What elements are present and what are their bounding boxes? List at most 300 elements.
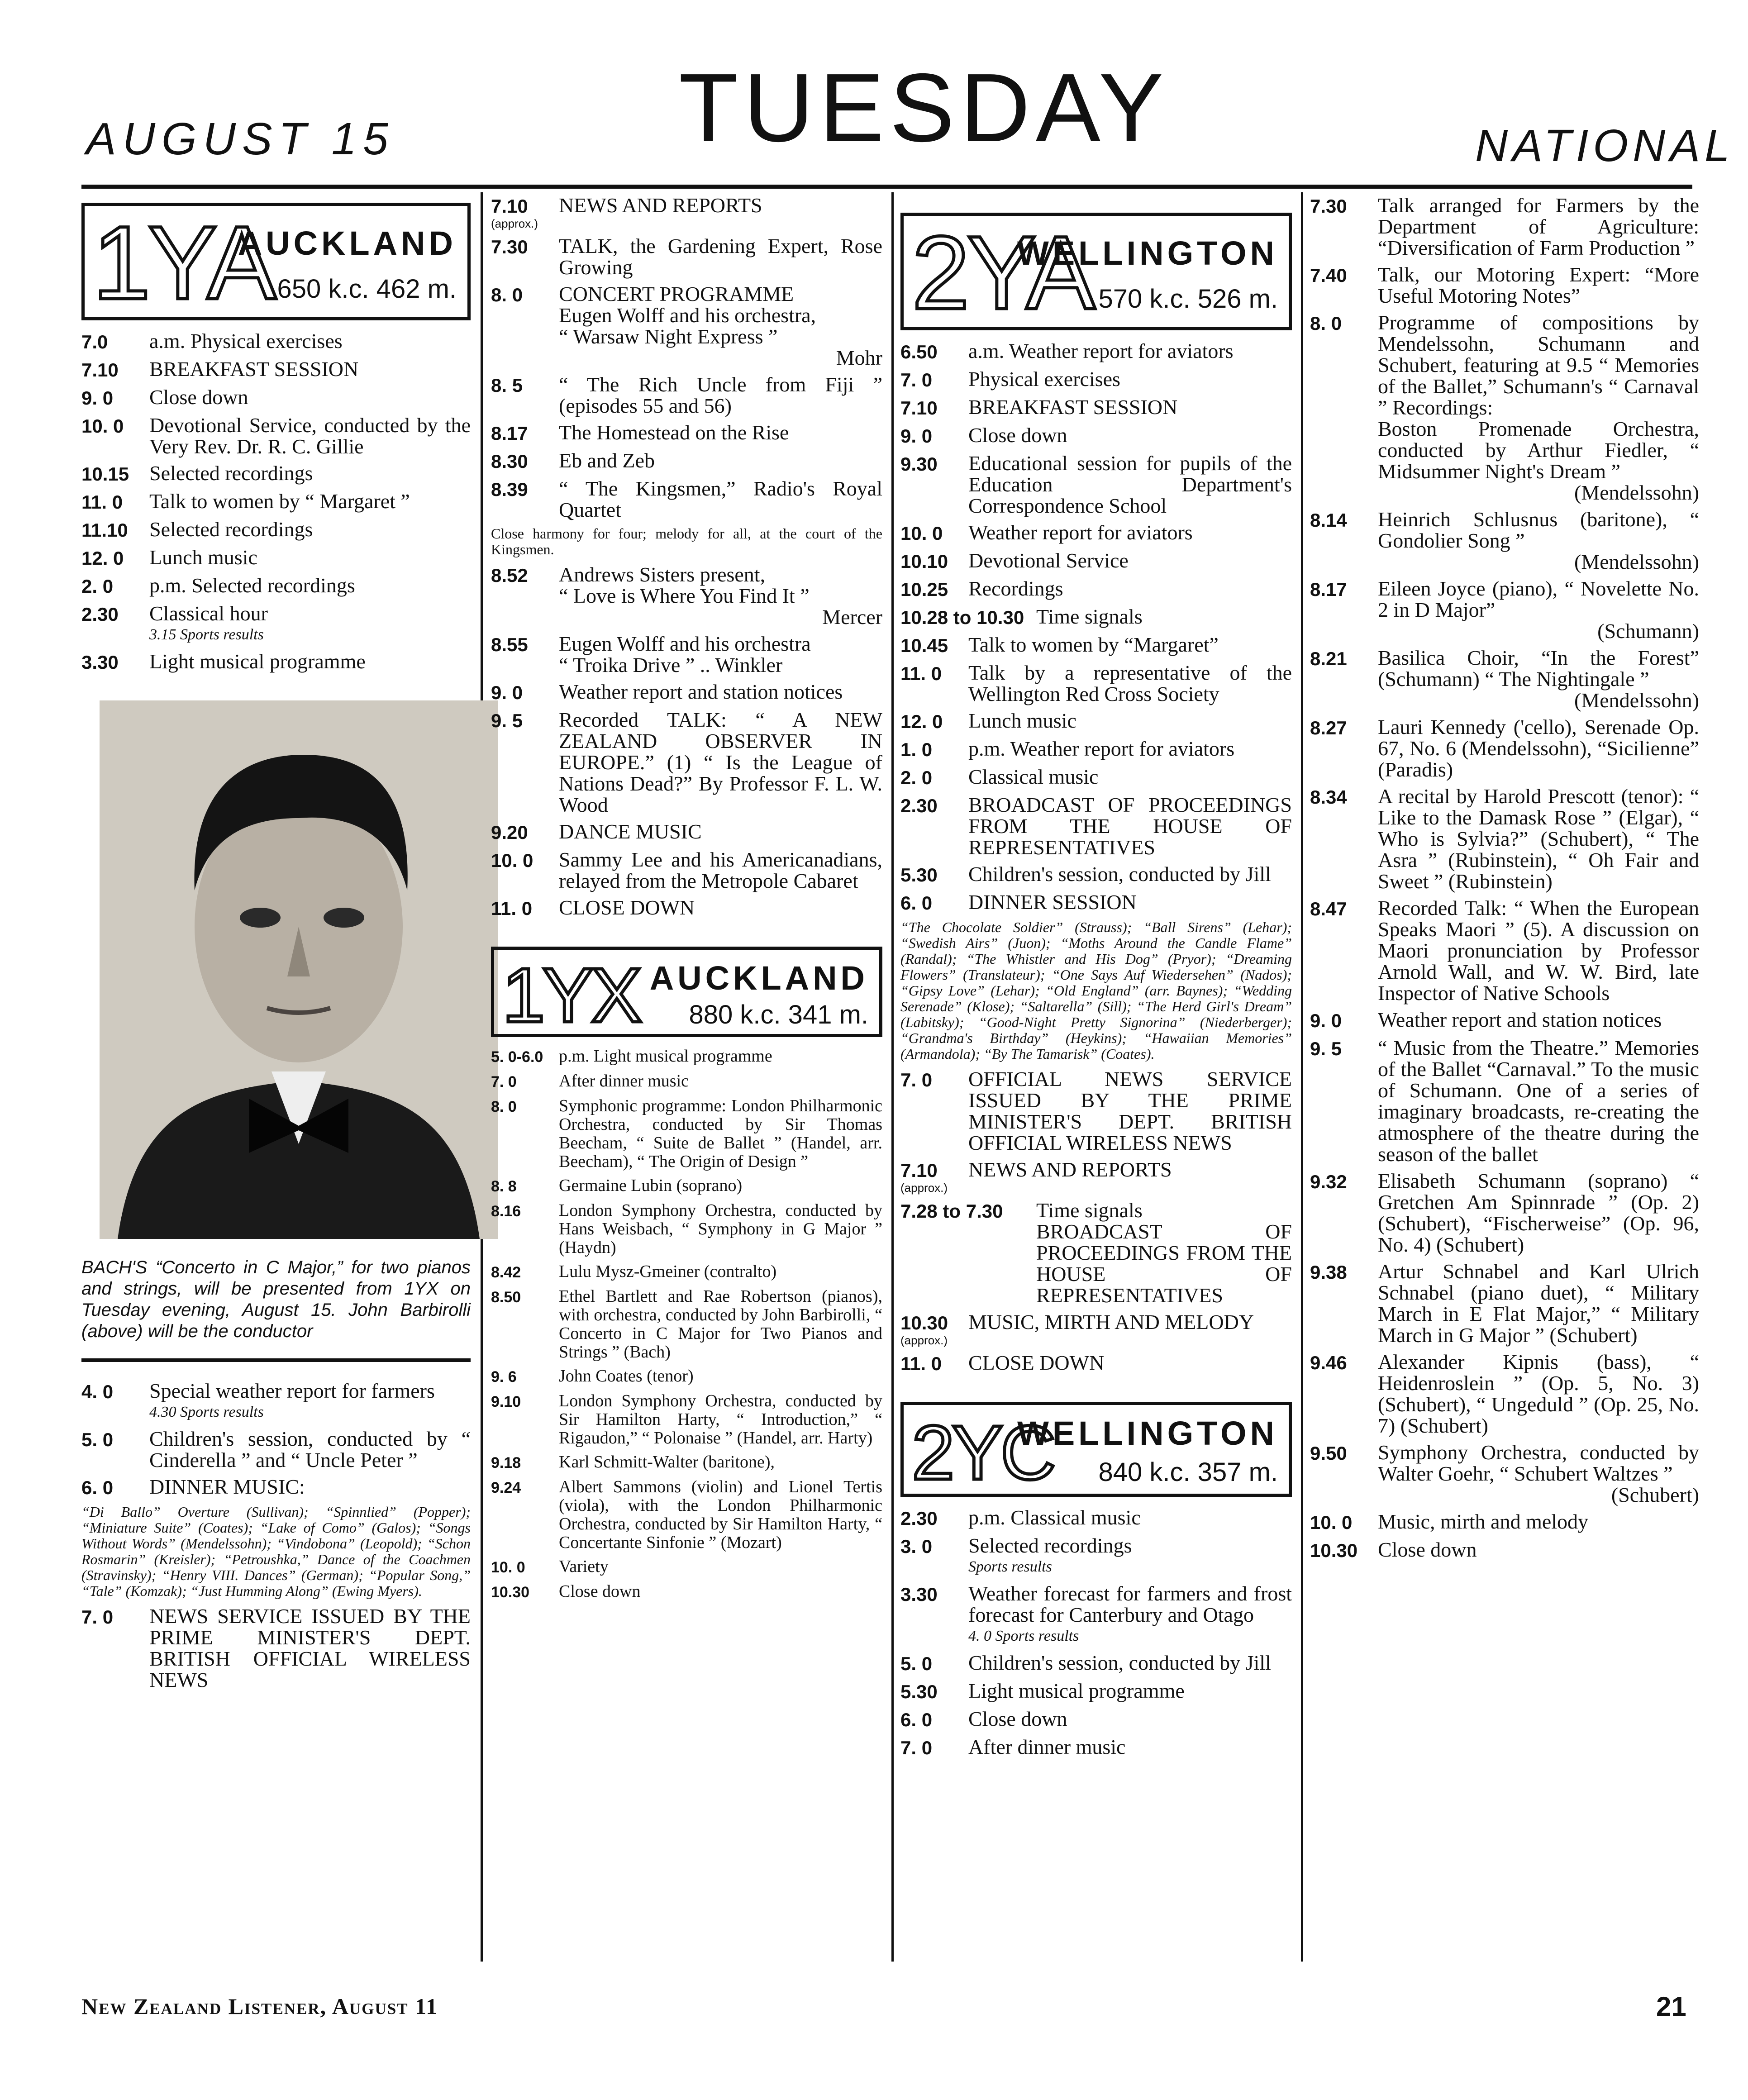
entry-title: Devotional Service, conducted by the Very Rev. Dr. R. C. Gillie (149, 414, 471, 458)
entry-text (968, 1311, 1292, 1347)
entry-time (900, 1652, 968, 1675)
entry-time-value: 8. 5 (491, 375, 523, 396)
schedule-entry (1310, 1351, 1699, 1436)
schedule-entry (491, 633, 882, 676)
entry-title: Talk to women by “ Margaret ” (149, 490, 410, 513)
entry-text (968, 794, 1292, 858)
entry-time (900, 578, 968, 600)
station-frequency: 570 k.c. 526 m. (1098, 284, 1278, 314)
entry-time (491, 422, 559, 444)
entry-time-value: 8.17 (491, 423, 528, 444)
entry-time-value: 7. 0 (900, 369, 933, 390)
entry-time-value: 8.47 (1310, 898, 1347, 919)
station-city: WELLINGTON (1017, 1414, 1278, 1452)
entry-text (559, 1367, 882, 1386)
entry-time (1310, 716, 1378, 780)
entry-time (491, 709, 559, 815)
entry-time-value: 3.30 (81, 652, 119, 673)
schedule-entry (900, 522, 1292, 544)
entry-title: Germaine Lubin (soprano) (559, 1176, 743, 1195)
entry-text (968, 634, 1292, 657)
entry-time-value: 10.10 (900, 551, 948, 572)
entry-title: Sammy Lee and his Americanadians, relayed from the Metropole Cabaret (559, 848, 882, 892)
entry-title: “ The Kingsmen,” Radio's Royal Quartet (559, 477, 882, 521)
entry-time (900, 1311, 968, 1347)
entry-title: DINNER SESSION (968, 890, 1137, 914)
entry-title: Weather report and station notices (1378, 1008, 1662, 1031)
schedule-entry (900, 738, 1292, 761)
entry-time (1310, 1261, 1378, 1346)
schedule-entry (1310, 1009, 1699, 1032)
schedule-entry (491, 235, 882, 278)
entry-time (900, 1535, 968, 1577)
entry-time (81, 651, 149, 673)
station-city: WELLINGTON (1017, 234, 1278, 272)
entry-time-value: 10.25 (900, 579, 948, 600)
entry-time (81, 386, 149, 409)
schedule-entry (491, 1453, 882, 1472)
entry-composer: Mohr (836, 346, 882, 369)
entry-time (900, 396, 968, 419)
schedule-entry (1310, 578, 1699, 642)
entry-text (559, 1047, 882, 1067)
entry-text (559, 1176, 882, 1196)
entry-time-value: 8.34 (1310, 786, 1347, 808)
schedule-entry (900, 1736, 1292, 1759)
schedule-list (491, 1047, 882, 1602)
entry-time (1310, 1351, 1378, 1436)
schedule-entry (81, 490, 471, 513)
entry-time-value: 11. 0 (491, 898, 533, 919)
entry-title: Classical music (968, 765, 1099, 788)
entry-text (149, 519, 471, 541)
entry-text (968, 766, 1292, 789)
schedule-entry (900, 1652, 1292, 1675)
schedule-entry (900, 578, 1292, 600)
schedule-entry (491, 1287, 882, 1362)
entry-title: Symphonic programme: London Philharmonic Orchestra, conducted by Sir Thomas Beecham, “ Suite de Ballet ” (Handel, arr. Beecham), “ The Origin of Design ” (559, 1096, 882, 1171)
schedule-entry (81, 386, 471, 409)
entry-time (1310, 264, 1378, 306)
entry-title: Symphony Orchestra, conducted by Walter Goehr, “ Schubert Waltzes ” (1378, 1441, 1699, 1485)
entry-time (491, 235, 559, 278)
schedule-entry (900, 710, 1292, 733)
entry-title: Classical hour (149, 602, 268, 625)
entry-line: “ Love is Where You Find It ” (559, 584, 810, 607)
schedule-entry (1310, 897, 1699, 1004)
entry-time-value: 7. 0 (900, 1737, 933, 1758)
entry-time (1310, 647, 1378, 711)
entry-title: Lulu Mysz-Gmeiner (contralto) (559, 1262, 777, 1281)
entry-text (968, 710, 1292, 733)
entry-time-value: 8.17 (1310, 579, 1347, 600)
entry-time-value: 5.30 (900, 1681, 938, 1702)
schedule-entry (1310, 786, 1699, 892)
entry-line: “ Warsaw Night Express ” (559, 325, 778, 348)
entry-time-value: 8.30 (491, 451, 528, 472)
schedule-entry (491, 1176, 882, 1196)
column-2ya-2yc (900, 195, 1292, 1764)
entry-text (968, 863, 1292, 886)
entry-title: Close down (559, 1582, 641, 1601)
entry-title: After dinner music (559, 1071, 689, 1090)
entry-time (900, 368, 968, 391)
entry-subnote: 4.30 Sports results (149, 1404, 264, 1420)
station-city: AUCKLAND (238, 224, 457, 262)
entry-title: Lauri Kennedy ('cello), Serenade Op. 67, No. 6 (Mendelssohn), “Sicilienne” (Paradis) (1378, 715, 1699, 781)
schedule-entry (491, 1478, 882, 1552)
entry-time (491, 1392, 559, 1448)
entry-title: Devotional Service (968, 549, 1129, 572)
schedule-entry (900, 891, 1292, 914)
entry-title: NEWS AND REPORTS (559, 194, 762, 217)
schedule-entry (81, 651, 471, 673)
schedule-entry (900, 1200, 1292, 1306)
entry-time-value: 9.24 (491, 1479, 521, 1496)
entry-text (559, 478, 882, 520)
schedule-entry (81, 330, 471, 353)
schedule-entry (900, 1535, 1292, 1577)
entry-time (900, 1736, 968, 1759)
entry-time-value: 11. 0 (81, 491, 123, 513)
entry-text (968, 1680, 1292, 1703)
schedule-entry (1310, 1539, 1699, 1562)
schedule-entry (900, 606, 1292, 629)
station-call-sign: 2YA (912, 214, 1093, 331)
entry-time-value: 11.10 (81, 519, 128, 541)
station-city: AUCKLAND (649, 959, 868, 997)
entry-title: BROADCAST OF PROCEEDINGS FROM THE HOUSE OF REPRESENTATIVES (968, 793, 1292, 859)
schedule-entry (900, 424, 1292, 447)
entry-text (149, 1380, 471, 1423)
entry-time-value: 2.30 (900, 795, 938, 816)
schedule-entry (900, 863, 1292, 886)
schedule-list (1310, 195, 1699, 1562)
entry-time-value: 8.14 (1310, 510, 1347, 531)
entry-title: BREAKFAST SESSION (149, 357, 359, 381)
schedule-list (900, 1507, 1292, 1759)
entry-text (968, 891, 1292, 914)
entry-text (1378, 195, 1699, 258)
schedule-entry (81, 1380, 471, 1423)
entry-time-value: 10.15 (81, 463, 129, 485)
entry-title: a.m. Physical exercises (149, 329, 343, 352)
entry-time-value: 7.10 (900, 397, 938, 419)
entry-time-value: 9. 5 (1310, 1038, 1342, 1059)
column-divider (1301, 192, 1303, 1962)
entry-title: Children's session, conducted by Jill (968, 1651, 1271, 1674)
entry-line: Boston Promenade Orchestra, conducted by Arthur Fiedler, “ Midsummer Night's Dream ” (1378, 417, 1699, 483)
entry-composer: Mercer (822, 605, 882, 629)
entry-title: Artur Schnabel and Karl Ulrich Schnabel (piano duet), “ Military March in E Flat Major,” “ Military March in G Major ” (Schubert) (1378, 1260, 1699, 1347)
entry-title: Time signals (1036, 605, 1143, 628)
entry-title: London Symphony Orchestra, conducted by Hans Weisbach, “ Symphony in G Major ” (Haydn) (559, 1201, 882, 1257)
entry-title: Recorded Talk: “ When the European Speaks Maori ” (5). A discussion on Maori pronunciation by Professor Arnold Wall, and W. W. Bird, late Inspector of Native Schools (1378, 896, 1699, 1005)
entry-time (81, 330, 149, 353)
schedule-entry (491, 195, 882, 230)
entry-time (900, 1352, 968, 1375)
entry-title: DINNER MUSIC: (149, 1475, 305, 1498)
schedule-entry (491, 849, 882, 891)
entry-text (968, 522, 1292, 544)
entry-time (81, 462, 149, 485)
entry-text (968, 368, 1292, 391)
schedule-entry (491, 1072, 882, 1091)
entry-title: Close down (968, 1707, 1067, 1730)
schedule-entry (491, 821, 882, 843)
station-call-sign: 1YA (93, 205, 274, 321)
entry-time-approx: (approx.) (491, 217, 538, 230)
entry-text (559, 374, 882, 416)
entry-line: Eugen Wolff and his orchestra, (559, 304, 816, 327)
entry-text (559, 195, 882, 230)
entry-time-value: 10.30 (900, 1312, 948, 1333)
entry-title: The Homestead on the Rise (559, 421, 789, 444)
schedule-entry (491, 374, 882, 416)
dinner-music-note: “Di Ballo” Overture (Sullivan); “Spinnlied” (Popper); “Miniature Suite” (Coates); “Lake of Como” (Galos); “Songs Without Words” (Mendelssohn); “Vindobona” (Leopold); “Schon Rosmarin” (Kreisler); “Petroushka,” Dance of the Coachmen (Stravinsky); “Henry VIII. Dances” (German); “Popular Song,” “Tale” (Komzak); “Just Humming Along” (Ewing Myers). (81, 1504, 471, 1599)
entry-text (1378, 1009, 1699, 1032)
entry-time (1310, 1037, 1378, 1165)
entry-text (149, 575, 471, 597)
entry-text (149, 1476, 471, 1499)
schedule-entry (1310, 647, 1699, 711)
schedule-entry (491, 709, 882, 815)
schedule-entry (900, 1068, 1292, 1153)
entry-title: Children's session, conducted by Jill (968, 862, 1271, 886)
entry-title: Selected recordings (149, 518, 313, 541)
entry-title: Physical exercises (968, 367, 1120, 390)
entry-time-value: 10. 0 (1310, 1512, 1353, 1533)
schedule-entry (900, 368, 1292, 391)
entry-time (1310, 195, 1378, 258)
entry-time-value: 10.30 (491, 1584, 530, 1601)
entry-time-value: 9.38 (1310, 1262, 1347, 1283)
schedule-entry (1310, 195, 1699, 258)
entry-time-value: 8.21 (1310, 648, 1347, 669)
entry-text (968, 550, 1292, 572)
schedule-list (491, 195, 882, 520)
schedule-entry (81, 575, 471, 597)
schedule-entry (491, 1047, 882, 1067)
entry-time (81, 603, 149, 645)
entry-time-value: 2.30 (81, 604, 119, 625)
entry-text (559, 821, 882, 843)
entry-title: Andrews Sisters present, (559, 563, 766, 586)
schedule-entry (900, 1352, 1292, 1375)
entry-time-value: 6. 0 (900, 1709, 933, 1730)
entry-time-value: 9.18 (491, 1454, 521, 1471)
entry-time (81, 519, 149, 541)
entry-time (491, 1201, 559, 1257)
entry-time-value: 10.30 (1310, 1540, 1358, 1561)
station-call-sign: 1YX (502, 952, 640, 1038)
entry-time-value: 8.42 (491, 1264, 521, 1281)
entry-title: Selected recordings (968, 1534, 1132, 1557)
schedule-entry (900, 1311, 1292, 1347)
entry-title: John Coates (tenor) (559, 1367, 694, 1386)
entry-time-value: 8.55 (491, 634, 528, 655)
entry-title: MUSIC, MIRTH AND MELODY (968, 1310, 1254, 1333)
schedule-entry (900, 452, 1292, 516)
schedule-entry (81, 462, 471, 485)
entry-time (900, 863, 968, 886)
entry-title: Weather report and station notices (559, 680, 843, 703)
entry-title: Eileen Joyce (piano), “ Novelette No. 2 in D Major” (1378, 577, 1699, 621)
entry-title: Talk, our Motoring Expert: “More Useful Motoring Notes” (1378, 263, 1699, 307)
entry-text (1378, 647, 1699, 711)
entry-text (559, 1453, 882, 1472)
entry-time-value: 8.27 (1310, 717, 1347, 738)
schedule-entry (1310, 716, 1699, 780)
schedule-entry (900, 766, 1292, 789)
schedule-entry (900, 634, 1292, 657)
schedule-entry (900, 1708, 1292, 1731)
entry-text (968, 1708, 1292, 1731)
entry-time (491, 283, 559, 368)
entry-title: Recordings (968, 577, 1063, 600)
entry-time-value: 9.32 (1310, 1171, 1347, 1192)
entry-time (900, 794, 968, 858)
entry-time (900, 1068, 968, 1153)
schedule-entry (491, 681, 882, 704)
entry-time-value: 5. 0 (81, 1429, 114, 1450)
entry-text (1378, 1261, 1699, 1346)
schedule-entry (1310, 264, 1699, 306)
entry-subnote: Sports results (968, 1558, 1052, 1575)
entry-time (491, 1367, 559, 1386)
entry-text (559, 897, 882, 919)
schedule-entry (491, 1097, 882, 1171)
entry-title: A recital by Harold Prescott (tenor): “ Like to the Damask Rose ” (Elgar), “ Who is Sylvia?” (Schubert), “ The Asra ” (Rubinstein), “ Oh Fair and Sweet ” (Rubinstein) (1378, 785, 1699, 893)
entry-title: Weather forecast for farmers and frost forecast for Canterbury and Otago (968, 1582, 1292, 1626)
entry-time-value: 7. 0 (900, 1069, 933, 1090)
entry-time-value: 12. 0 (81, 548, 124, 569)
entry-time (491, 1176, 559, 1196)
entry-time-value: 9. 0 (491, 682, 523, 703)
entry-title: OFFICIAL NEWS SERVICE ISSUED BY THE PRIME MINISTER'S DEPT. BRITISH OFFICIAL WIRELESS NEWS (968, 1067, 1292, 1154)
entry-text (968, 1068, 1292, 1153)
entry-time-value: 8. 0 (1310, 313, 1342, 334)
entry-time-value: 10. 0 (900, 523, 943, 544)
entry-text (1378, 1170, 1699, 1255)
kingsmen-note: Close harmony for four; melody for all, at the court of the Kingsmen. (491, 525, 882, 557)
header-date: AUGUST 15 (86, 114, 395, 164)
entry-title: Talk arranged for Farmers by the Department of Agriculture: “Diversification of Farm Production ” (1378, 194, 1699, 259)
entry-time (900, 710, 968, 733)
schedule-entry (900, 662, 1292, 705)
schedule-list (900, 340, 1292, 914)
entry-text (559, 422, 882, 444)
entry-composer: (Mendelssohn) (1574, 550, 1699, 573)
entry-text (968, 424, 1292, 447)
entry-time-value: 2. 0 (81, 576, 114, 597)
entry-text (968, 1535, 1292, 1577)
station-banner-1ya (81, 203, 471, 320)
schedule-entry (491, 1201, 882, 1257)
entry-subnote: 3.15 Sports results (149, 626, 264, 643)
entry-text (1378, 786, 1699, 892)
schedule-entry (81, 547, 471, 569)
entry-time-value: 7.28 to 7.30 (900, 1200, 1003, 1222)
entry-title: Talk to women by “Margaret” (968, 633, 1219, 656)
entry-time-value: 7.10 (900, 1160, 938, 1181)
entry-text (149, 358, 471, 381)
entry-title: CLOSE DOWN (559, 896, 695, 919)
entry-composer: (Schumann) (1597, 619, 1699, 643)
entry-time-value: 9.50 (1310, 1443, 1347, 1464)
entry-composer: (Schubert) (1611, 1483, 1699, 1506)
schedule-entry (900, 1583, 1292, 1647)
entry-title: Variety (559, 1557, 609, 1576)
entry-text (968, 662, 1292, 705)
entry-time (81, 358, 149, 381)
entry-time-value: 5. 0-6.0 (491, 1048, 543, 1066)
schedule-entry (491, 1557, 882, 1577)
entry-title: “ Music from the Theatre.” Memories of the Ballet “Carnaval.” To the music of Schumann. One of a series of imaginary broadcasts, re-creating the atmosphere of the theatre during the season of the ballet (1378, 1036, 1699, 1166)
entry-text (1378, 897, 1699, 1004)
schedule-entry (900, 1159, 1292, 1194)
entry-text (559, 1262, 882, 1282)
entry-time-value: 1. 0 (900, 739, 933, 760)
entry-time (1310, 312, 1378, 503)
entry-time-value: 7. 0 (81, 1606, 114, 1628)
entry-time-value: 9.10 (491, 1393, 521, 1410)
entry-text (1036, 606, 1292, 629)
schedule-entry (491, 478, 882, 520)
entry-time (900, 1200, 1036, 1306)
entry-time (1310, 897, 1378, 1004)
entry-title: Lunch music (968, 709, 1076, 732)
entry-title: p.m. Selected recordings (149, 574, 355, 597)
entry-time (1310, 1009, 1378, 1032)
schedule-entry (1310, 1261, 1699, 1346)
entry-time (491, 478, 559, 520)
entry-time (491, 633, 559, 676)
entry-time (1310, 1539, 1378, 1562)
entry-time-value: 2.30 (900, 1508, 938, 1529)
entry-text (149, 603, 471, 645)
schedule-entry (81, 1428, 471, 1471)
entry-time-value: 3.30 (900, 1584, 938, 1605)
entry-text (559, 564, 882, 628)
entry-text (149, 1605, 471, 1690)
entry-composer: (Mendelssohn) (1574, 689, 1699, 712)
station-frequency: 650 k.c. 462 m. (277, 274, 457, 304)
entry-text (968, 396, 1292, 419)
entry-text (968, 1583, 1292, 1647)
station-call-sign: 2YC (912, 1410, 1053, 1496)
entry-text (559, 235, 882, 278)
entry-title: Talk by a representative of the Wellington Red Cross Society (968, 661, 1292, 705)
entry-text (149, 651, 471, 673)
entry-line: “ Troika Drive ” .. Winkler (559, 653, 783, 676)
entry-time (491, 1072, 559, 1091)
entry-time-value: 7.40 (1310, 265, 1347, 286)
entry-text (1378, 1442, 1699, 1505)
entry-time-value: 6. 0 (900, 892, 933, 914)
entry-time-value: 8.16 (491, 1203, 521, 1220)
entry-text (559, 1392, 882, 1448)
entry-text (149, 547, 471, 569)
entry-time (491, 1582, 559, 1602)
entry-text (559, 1582, 882, 1602)
entry-time-value: 10.28 to 10.30 (900, 607, 1024, 628)
entry-text (559, 849, 882, 891)
entry-time (491, 1047, 559, 1067)
entry-composer: (Mendelssohn) (1574, 481, 1699, 504)
entry-text (149, 462, 471, 485)
entry-title: p.m. Classical music (968, 1506, 1141, 1529)
